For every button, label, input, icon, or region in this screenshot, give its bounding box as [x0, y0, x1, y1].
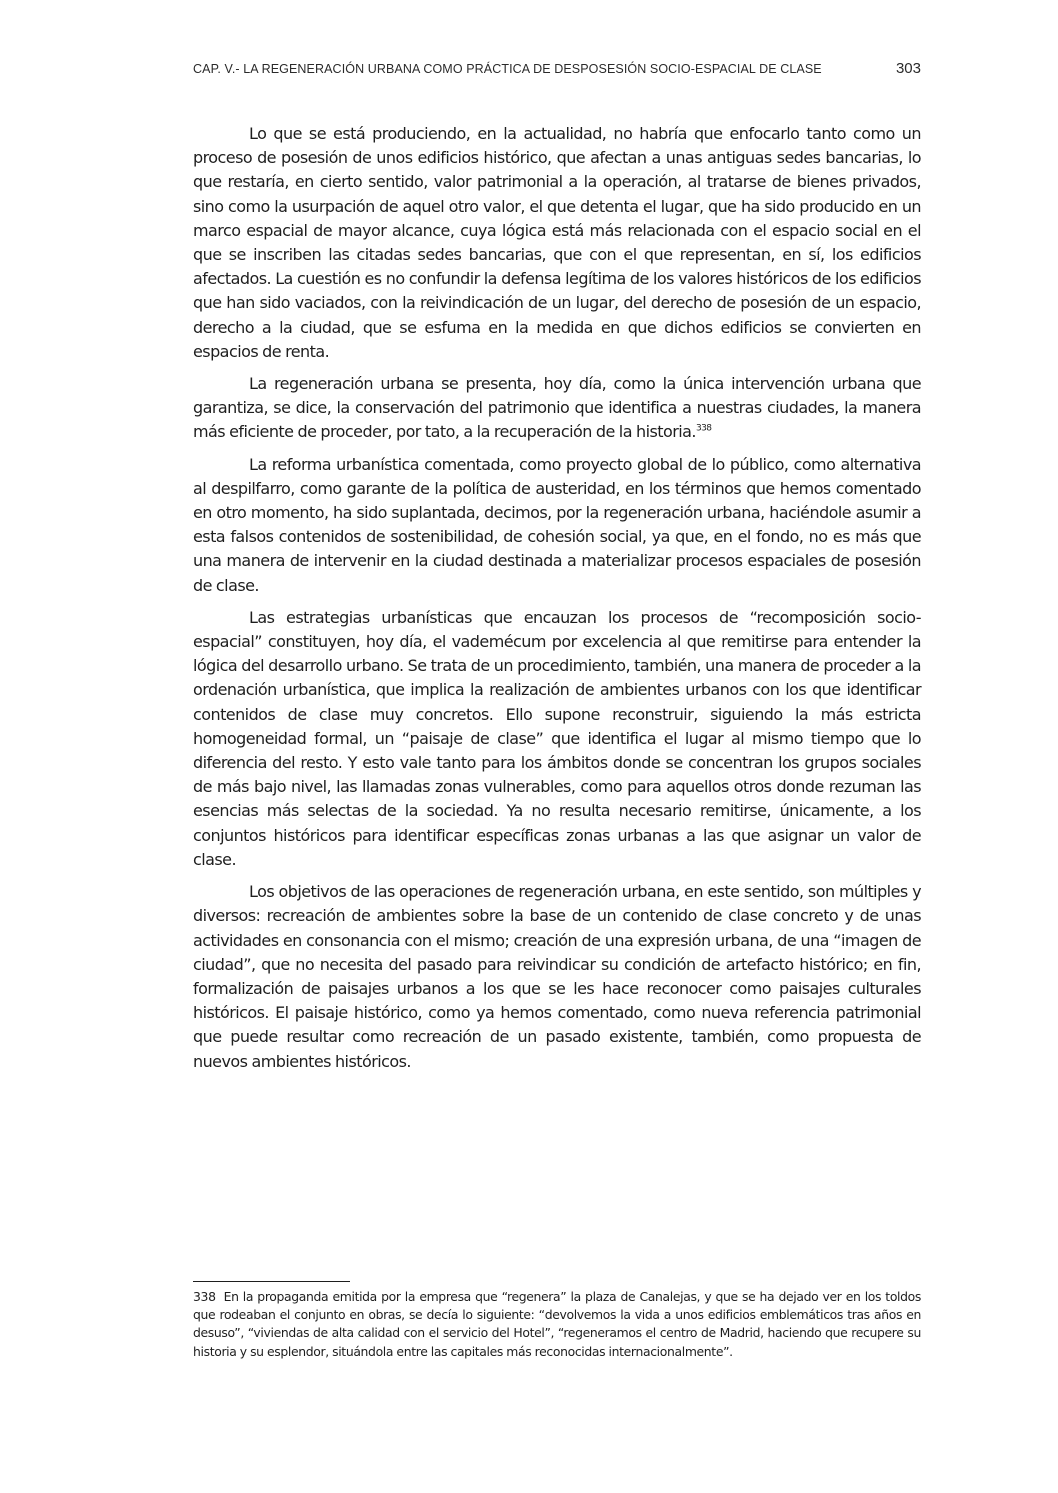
paragraph-4: Las estrategias urbanísticas que encauzan los procesos de “recomposición socio-espacial” constituyen, hoy día, el vademécum por excelencia al que remitirse para entender la lógica del desarrollo urbano. Se trata de un procedimiento, también, una manera de proceder a la ordenación urbanística, que implica la realización de ambientes urbanos con los que identificar contenidos de clase muy concretos. Ello supone reconstruir, siguiendo la más estricta homogeneidad formal, un “paisaje de clase” que identifica el lugar al mismo tiempo que lo diferencia del resto. Y esto vale tanto para los ámbitos donde se concentran los grupos sociales de más bajo nivel, las llamadas zonas vulnerables, como para aquellos otros donde rezuman las esencias más selectas de la sociedad. Ya no resulta necesario remitirse, únicamente, a los conjuntos históricos para identificar específicas zonas urbanas a las que asignar un valor de clase.	[193, 607, 921, 869]
footnote-reference[interactable]: 338	[695, 424, 712, 435]
footnote	[193, 1288, 921, 1361]
paragraph-3: La reforma urbanística comentada, como proyecto global de lo público, como alternativa al despilfarro, como garante de la política de austeridad, en los términos que hemos comentado en otro momento, ha sido suplantada, decimos, por la regeneración urbana, haciéndole asumir a esta falsos contenidos de sostenibilidad, de cohesión social, ya que, en el fondo, no es más que una manera de intervenir en la ciudad destinada a materializar procesos espaciales de posesión de clase.	[193, 454, 921, 595]
page-number: 303	[895, 60, 921, 77]
footnote-number: 338	[193, 1289, 216, 1304]
footnote-text: En la propaganda emitida por la empresa que “regenera” la plaza de Canalejas, y que se ha dejado ver en los toldos que rodeaban el conjunto en obras, se decía lo siguiente: “devolvemos la vida a unos edificios emblemáticos tras años en desuso”, “viviendas de alta calidad con el servicio del Hotel”, “regeneramos el centro de Madrid, haciendo que recupere su historia y su esplendor, situándola entre las capitales más reconocidas internacionalmente”.	[193, 1289, 921, 1359]
chapter-title: CAP. V.- LA REGENERACIÓN URBANA COMO PRÁCTICA DE DESPOSESIÓN SOCIO-ESPACIAL DE CLASE	[193, 62, 822, 76]
main-text	[193, 122, 921, 1082]
paragraph-2-text: La regeneración urbana se presenta, hoy día, como la única intervención urbana que garantiza, se dice, la conservación del patrimonio que identifica a nuestras ciudades, la manera más eficiente de proceder, por tato, a la recuperación de la historia.	[193, 374, 921, 442]
footnote-separator	[193, 1281, 350, 1282]
paragraph-1: Lo que se está produciendo, en la actualidad, no habría que enfocarlo tanto como un proceso de posesión de unos edificios histórico, que afectan a unas antiguas sedes bancarias, lo que restaría, en cierto sentido, valor patrimonial a la operación, al tratarse de bienes privados, sino como la usurpación de aquel otro valor, el que detenta el lugar, que ha sido producido en un marco espacial de mayor alcance, cuya lógica está más relacionada con el espacio social en el que se inscriben las citadas sedes bancarias, que con el que representan, en sí, los edificios afectados. La cuestión es no confundir la defensa legítima de los valores históricos de los edificios que han sido vaciados, con la reivindicación de un lugar, del derecho de posesión de un espacio, derecho a la ciudad, que se esfuma en la medida en que dichos edificios se convierten en espacios de renta.	[193, 124, 921, 361]
running-header	[193, 60, 921, 77]
paragraph-2	[193, 372, 921, 445]
paragraph-5: Los objetivos de las operaciones de regeneración urbana, en este sentido, son múltiples y diversos: recreación de ambientes sobre la base de un contenido de clase concreto y de unas actividades en consonancia con el mismo; creación de una expresión urbana, de una “imagen de ciudad”, que no necesita del pasado para reivindicar su condición de artefacto histórico; en fin, formalización de paisajes urbanos a los que se les hace reconocer como paisajes culturales históricos. El paisaje histórico, como ya hemos comentado, como nueva referencia patrimonial que puede resultar como recreación de un pasado existente, también, como propuesta de nuevos ambientes históricos.	[193, 882, 921, 1071]
